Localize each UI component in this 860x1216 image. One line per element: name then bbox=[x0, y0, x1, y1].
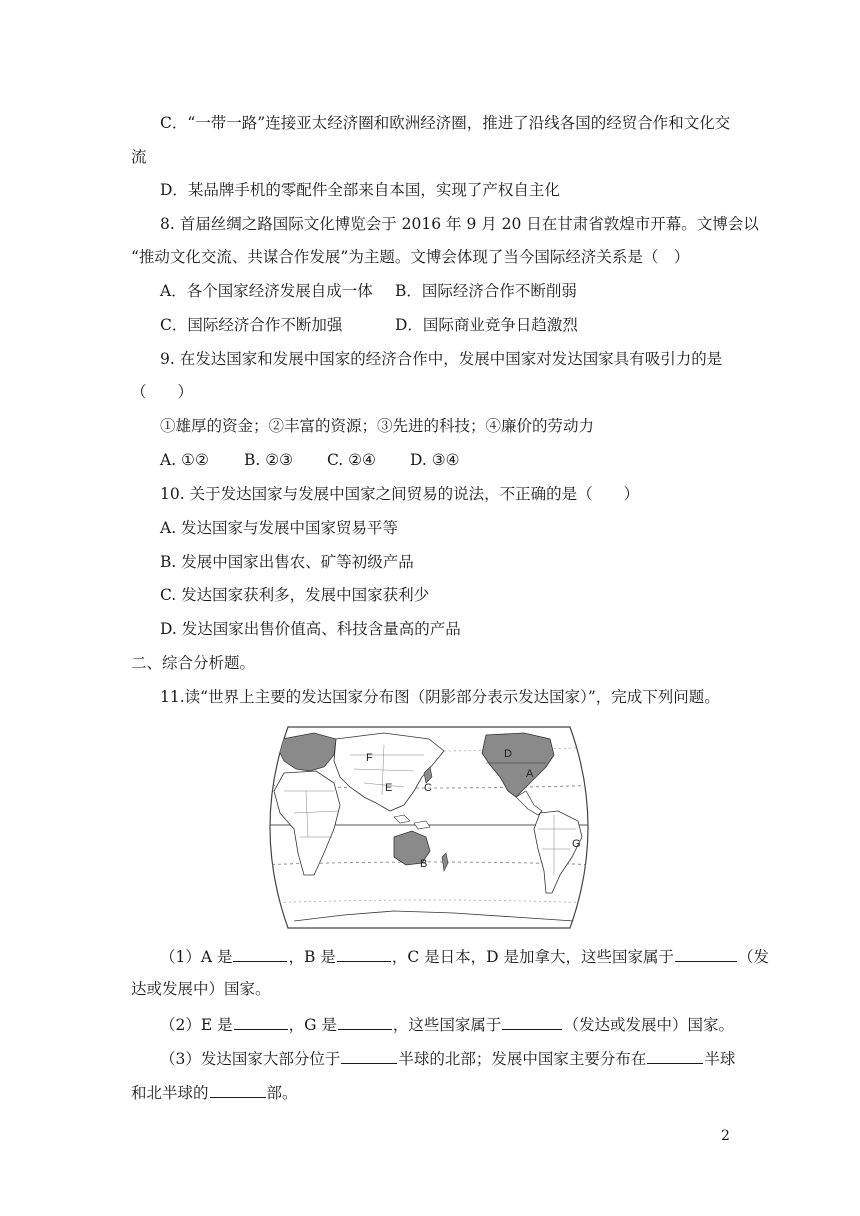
q11-part2-text-a: （2）E 是 bbox=[160, 1016, 233, 1034]
q9-option-a: A. ①② bbox=[160, 451, 209, 469]
q7-option-c-line2: 流 bbox=[131, 148, 147, 166]
map-label-e: E bbox=[385, 782, 393, 794]
q8-option-b: B．国际经济合作不断削弱 bbox=[395, 282, 577, 300]
q8-option-a: A．各个国家经济发展自成一体 bbox=[160, 282, 373, 300]
map-label-c: C bbox=[424, 782, 432, 794]
answer-blank[interactable] bbox=[341, 1047, 397, 1064]
q11-part3-text-b: 半球的北部；发展中国家主要分布在 bbox=[398, 1050, 647, 1068]
q11-part3-text-a: （3）发达国家大部分位于 bbox=[160, 1050, 341, 1068]
q11-part2-text-b: ，G 是 bbox=[288, 1016, 337, 1034]
q11-part1-line1 bbox=[160, 945, 769, 967]
answer-blank[interactable] bbox=[233, 945, 287, 962]
q9-option-d: D. ③④ bbox=[410, 451, 460, 469]
section-title: 二、综合分析题。 bbox=[131, 654, 256, 672]
answer-blank[interactable] bbox=[337, 945, 391, 962]
map-label-f: F bbox=[366, 752, 373, 764]
map-label-a: A bbox=[526, 768, 534, 780]
q8-options-row2 bbox=[0, 315, 860, 335]
q7-option-c-line1: C．“一带一路”连接亚太经济圈和欧洲经济圈，推进了沿线各国的经贸合作和文化交 bbox=[160, 114, 731, 132]
q11-part3-line2 bbox=[131, 1081, 298, 1103]
q10-stem: 10. 关于发达国家与发展中国家之间贸易的说法，不正确的是（ ） bbox=[160, 485, 640, 503]
q8-stem-line1: 8. 首届丝绸之路国际文化博览会于 2016 年 9 月 20 日在甘肃省敦煌市开幕。文博会以 bbox=[160, 215, 759, 233]
world-map-svg bbox=[254, 725, 604, 930]
q10-option-a: A. 发达国家与发展中国家贸易平等 bbox=[160, 519, 399, 537]
map-label-g: G bbox=[572, 838, 581, 850]
world-map bbox=[254, 725, 604, 930]
q9-stem-line2: （ ） bbox=[131, 383, 194, 401]
q11-part1-line2: 达或发展中）国家。 bbox=[131, 980, 271, 998]
q11-part2-text-c: ，这些国家属于 bbox=[392, 1016, 502, 1034]
answer-blank[interactable] bbox=[675, 945, 737, 962]
q9-stem-line1: 9. 在发达国家和发展中国家的经济合作中，发展中国家对发达国家具有吸引力的是 bbox=[160, 350, 723, 368]
q11-part1-text-c: ，C 是日本，D 是加拿大，这些国家属于 bbox=[391, 948, 674, 966]
q11-part3-text-c: 半球 bbox=[704, 1050, 736, 1068]
q11-stem: 11.读“世界上主要的发达国家分布图（阴影部分表示发达国家）”，完成下列问题。 bbox=[160, 688, 720, 706]
q10-option-c: C. 发达国家获利多，发展中国家获利少 bbox=[160, 586, 430, 604]
q9-option-b: B. ②③ bbox=[244, 451, 294, 469]
q11-part1-text-a: （1）A 是 bbox=[160, 948, 233, 966]
q11-part1-text-d: （发 bbox=[737, 948, 769, 966]
map-label-d: D bbox=[504, 748, 512, 760]
q9-options-row bbox=[0, 450, 860, 470]
q7-option-d: D．某品牌手机的零配件全部来自本国，实现了产权自主化 bbox=[160, 181, 560, 199]
q11-part1-text-b: ，B 是 bbox=[288, 948, 336, 966]
page-number: 2 bbox=[721, 1128, 730, 1144]
answer-blank[interactable] bbox=[338, 1013, 392, 1030]
answer-blank[interactable] bbox=[234, 1013, 288, 1030]
q8-stem-line2: “推动文化交流、共谋合作发展”为主题。文博会体现了当今国际经济关系是（ ） bbox=[131, 248, 690, 266]
q11-part3-line1 bbox=[160, 1047, 735, 1069]
q11-part2-text-d: （发达或发展中）国家。 bbox=[563, 1016, 734, 1034]
q9-option-c: C. ②④ bbox=[327, 451, 376, 469]
map-label-b: B bbox=[420, 858, 428, 870]
answer-blank[interactable] bbox=[647, 1047, 703, 1064]
q8-options-row1 bbox=[0, 281, 860, 301]
q8-option-c: C．国际经济合作不断加强 bbox=[160, 316, 343, 334]
q11-part3-text-line2b: 部。 bbox=[266, 1084, 298, 1102]
q8-option-d: D．国际商业竞争日趋激烈 bbox=[395, 316, 578, 334]
answer-blank[interactable] bbox=[502, 1013, 562, 1030]
q10-option-b: B. 发展中国家出售农、矿等初级产品 bbox=[160, 553, 414, 571]
q10-option-d: D. 发达国家出售价值高、科技含量高的产品 bbox=[160, 620, 461, 638]
q9-items: ①雄厚的资金；②丰富的资源；③先进的科技；④廉价的劳动力 bbox=[160, 417, 595, 435]
q11-part3-text-line2a: 和北半球的 bbox=[131, 1084, 209, 1102]
answer-blank[interactable] bbox=[210, 1081, 266, 1098]
q11-part2 bbox=[160, 1013, 734, 1035]
